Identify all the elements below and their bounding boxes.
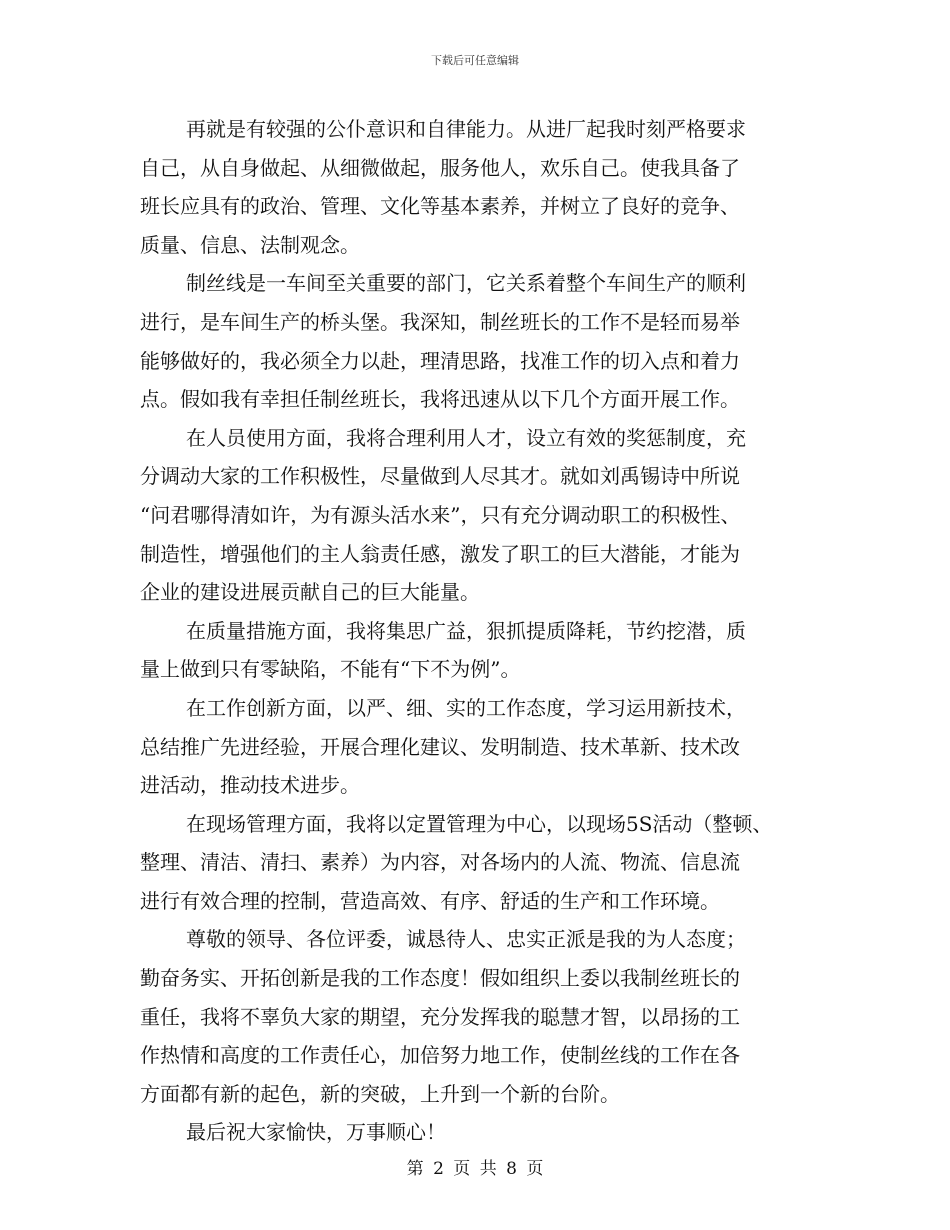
paragraph-line: 重任，我将不辜负大家的期望，充分发挥我的聪慧才智，以昂扬的工 [140, 1004, 740, 1029]
paragraph-line: 作热情和高度的工作责任心，加倍努力地工作，使制丝线的工作在各 [140, 1043, 740, 1068]
paragraph-line: 能够做好的，我必须全力以赴，理清思路，找准工作的切入点和着力 [140, 348, 740, 373]
paragraph-first-line: 在现场管理方面，我将以定置管理为中心，以现场5S活动（整顿、 [186, 811, 773, 836]
paragraph-line: 点。假如我有幸担任制丝班长，我将迅速从以下几个方面开展工作。 [140, 387, 740, 412]
paragraph-line: 自己，从自身做起、从细微做起，服务他人，欢乐自己。使我具备了 [140, 155, 740, 180]
paragraph-first-line: 在人员使用方面，我将合理利用人才，设立有效的奖惩制度，充 [186, 425, 746, 450]
paragraph-first-line: 在工作创新方面，以严、细、实的工作态度，学习运用新技术， [186, 695, 746, 720]
paragraph-line: 总结推广先进经验，开展合理化建议、发明制造、技术革新、技术改 [140, 734, 740, 759]
paragraph-line: 班长应具有的政治、管理、文化等基本素养，并树立了良好的竞争、 [140, 194, 740, 219]
paragraph-line: 勤奋务实、开拓创新是我的工作态度！假如组织上委以我制丝班长的 [140, 966, 740, 991]
paragraph-line: 量上做到只有零缺陷，不能有“下不为例”。 [140, 657, 521, 682]
paragraph-line: 质量、信息、法制观念。 [140, 232, 360, 257]
paragraph-line: “问君哪得清如许，为有源头活水来”，只有充分调动职工的积极性、 [140, 502, 741, 527]
paragraph-line: 分调动大家的工作积极性，尽量做到人尽其才。就如刘禹锡诗中所说 [140, 464, 740, 489]
paragraph-first-line: 尊敬的领导、各位评委，诚恳待人、忠实正派是我的为人态度； [186, 927, 746, 952]
document-body [140, 110, 830, 1152]
paragraph-first-line: 再就是有较强的公仆意识和自律能力。从进厂起我时刻严格要求 [186, 117, 746, 141]
paragraph-line: 制造性，增强他们的主人翁责任感，激发了职工的巨大潜能，才能为 [140, 541, 740, 566]
paragraph-first-line: 在质量措施方面，我将集思广益，狠抓提质降耗，节约挖潜，质 [186, 618, 746, 643]
paragraph-line: 企业的建设进展贡献自己的巨大能量。 [140, 580, 480, 605]
paragraph-first-line: 制丝线是一车间至关重要的部门，它关系着整个车间生产的顺利 [186, 271, 746, 296]
paragraph-line: 整理、清洁、清扫、素养）为内容，对各场内的人流、物流、信息流 [140, 850, 740, 875]
paragraph-line: 进行有效合理的控制，营造高效、有序、舒适的生产和工作环境。 [140, 888, 720, 913]
paragraph-line: 方面都有新的起色，新的突破，上升到一个新的台阶。 [140, 1081, 620, 1106]
paragraph-first-line: 最后祝大家愉快，万事顺心！ [186, 1120, 446, 1145]
paragraph-line: 进行，是车间生产的桥头堡。我深知，制丝班长的工作不是轻而易举 [140, 309, 740, 334]
paragraph-line: 进活动，推动技术进步。 [140, 773, 360, 798]
page-header: 下载后可任意编辑 [431, 54, 519, 67]
page-footer: 第 2 页 共 8 页 [406, 1159, 544, 1179]
